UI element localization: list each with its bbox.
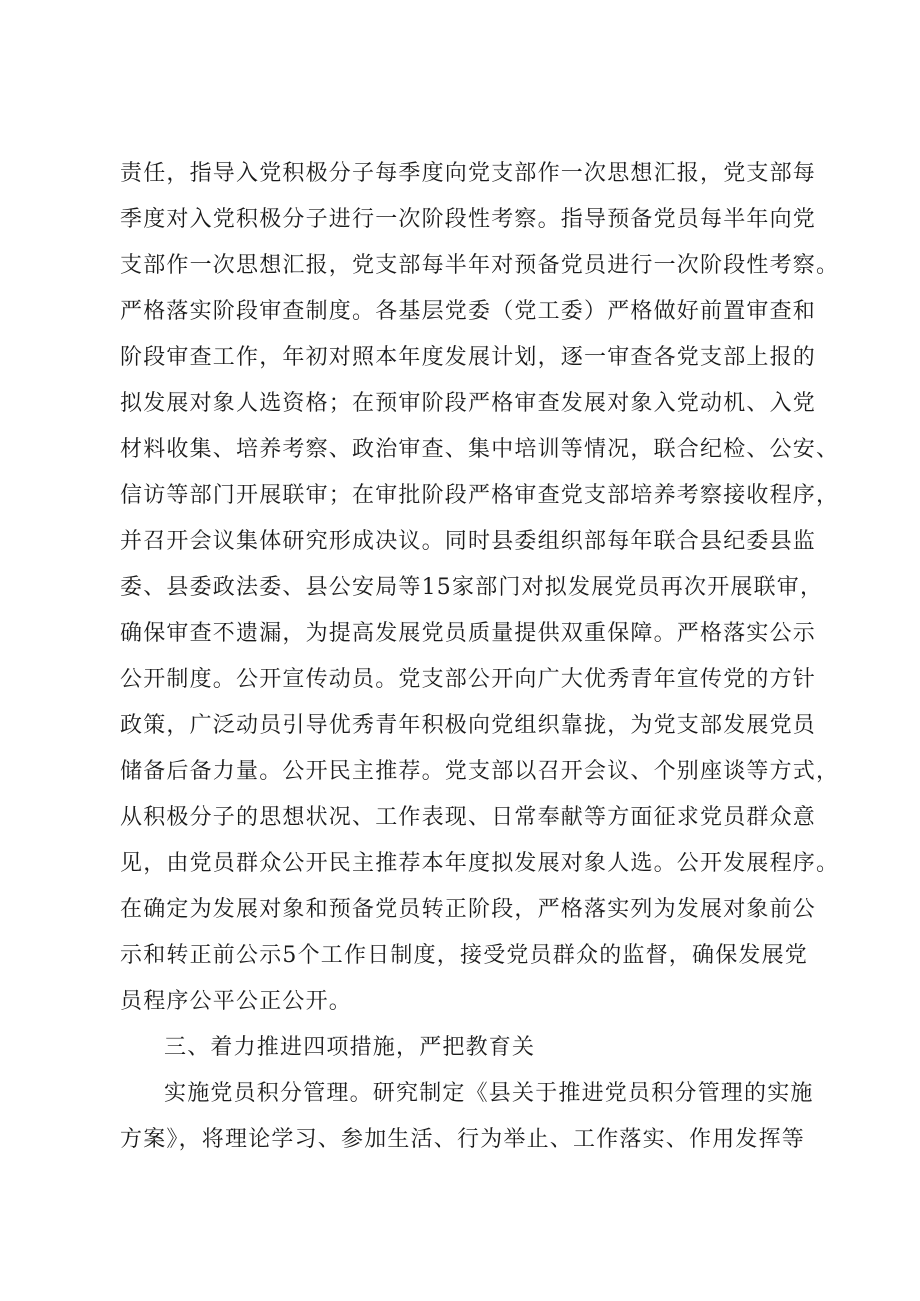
body-line: 材料收集、培养考察、政治审查、集中培训等情况，联合纪检、公安、 xyxy=(120,437,840,462)
body-line: 从积极分子的思想状况、工作表现、日常奉献等方面征求党员群众意 xyxy=(120,805,817,830)
body-line: 员程序公平公正公开。 xyxy=(120,989,353,1014)
body-line: 并召开会议集体研究形成决议。同时县委组织部每年联合县纪委县监 xyxy=(120,529,817,554)
body-line: 拟发展对象人选资格；在预审阶段严格审查发展对象入党动机、入党 xyxy=(120,391,817,416)
body-line: 实施党员积分管理。研究制定《县关于推进党员积分管理的实施 xyxy=(164,1081,814,1106)
body-line: 政策，广泛动员引导优秀青年积极向党组织靠拢，为党支部发展党员 xyxy=(120,713,817,738)
body-line: 委、县委政法委、县公安局等15家部门对拟发展党员再次开展联审， xyxy=(120,575,824,600)
body-line: 在确定为发展对象和预备党员转正阶段，严格落实列为发展对象前公 xyxy=(120,897,817,922)
body-line: 见，由党员群众公开民主推荐本年度拟发展对象人选。公开发展程序。 xyxy=(120,851,840,876)
body-line: 确保审查不遗漏，为提高发展党员质量提供双重保障。严格落实公示 xyxy=(120,621,817,646)
body-line: 信访等部门开展联审；在审批阶段严格审查党支部培养考察接收程序， xyxy=(120,483,840,508)
body-line: 公开制度。公开宣传动员。党支部公开向广大优秀青年宣传党的方针 xyxy=(120,667,817,692)
document-body xyxy=(120,151,840,1163)
body-line: 储备后备力量。公开民主推荐。党支部以召开会议、个别座谈等方式， xyxy=(120,759,840,784)
body-line: 示和转正前公示5个工作日制度，接受党员群众的监督，确保发展党 xyxy=(120,943,808,968)
section-heading: 三、着力推进四项措施，严把教育关 xyxy=(164,1035,536,1060)
body-line: 阶段审查工作，年初对照本年度发展计划，逐一审查各党支部上报的 xyxy=(120,345,817,370)
body-line: 方案》，将理论学习、参加生活、行为举止、工作落实、作用发挥等 xyxy=(120,1127,806,1152)
body-line: 季度对入党积极分子进行一次阶段性考察。指导预备党员每半年向党 xyxy=(120,207,817,232)
body-line: 支部作一次思想汇报，党支部每半年对预备党员进行一次阶段性考察。 xyxy=(120,253,840,278)
body-line: 严格落实阶段审查制度。各基层党委（党工委）严格做好前置审查和 xyxy=(120,299,817,324)
body-line: 责任，指导入党积极分子每季度向党支部作一次思想汇报，党支部每 xyxy=(120,161,817,186)
